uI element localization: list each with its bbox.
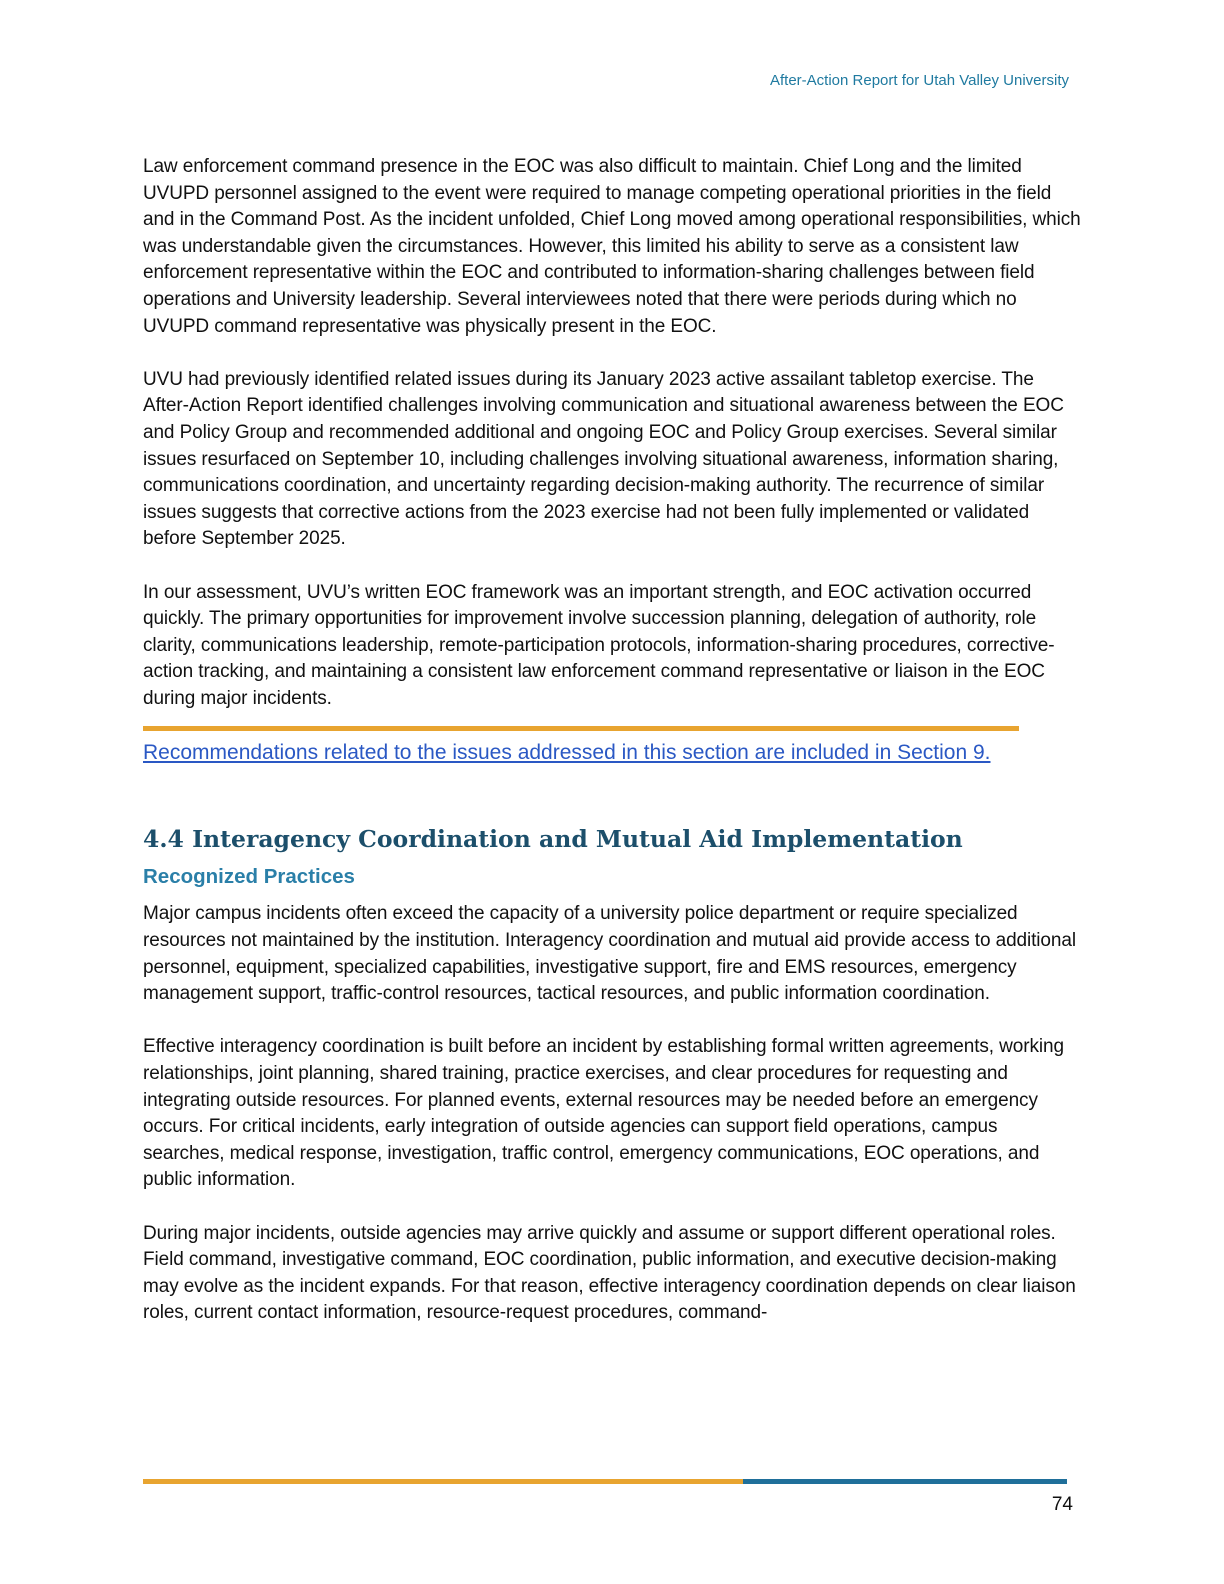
footer-divider [143,1479,1067,1484]
body-paragraph: During major incidents, outside agencies may arrive quickly and assume or support different operational roles. Field command, investigative command, EOC coordination, public information, and executive decision-making may evolve as the incident expands. For that reason, effective interagency coordination depends on clear liaison roles, current contact information, resource-request procedures, command- [143,1222,1076,1324]
body-paragraph: Major campus incidents often exceed the capacity of a university police department or require specialized resources not maintained by the institution. Interagency coordination and mutual aid provide access to additional personnel, equipment, specialized capabilities, investigative support, fire and EMS resources, emergency management support, traffic-control resources, tactical resources, and public information coordination. [143,903,1076,1005]
section-9-recommendations-link[interactable]: Recommendations related to the issues addressed in this section are included in Section 9. [143,741,991,765]
section-heading: 4.4 Interagency Coordination and Mutual Aid Implementation [143,825,963,854]
sub-heading: Recognized Practices [143,865,355,889]
footer-divider-blue-segment [743,1479,1067,1484]
page-number: 74 [1051,1494,1073,1515]
page-body [143,154,1083,1327]
body-paragraph: UVU had previously identified related issues during its January 2023 active assailant tabletop exercise. The After-Action Report identified challenges involving communication and situational awareness between the EOC and Policy Group and recommended additional and ongoing EOC and Policy Group exercises. Several similar issues resurfaced on September 10, including challenges involving situational awareness, information sharing, communications coordination, and uncertainty regarding decision-making authority. The recurrence of similar issues suggests that corrective actions from the 2023 exercise had not been fully implemented or validated before September 2025. [143,368,1064,550]
callout-divider [143,726,1019,731]
running-header: After-Action Report for Utah Valley University [770,72,1069,89]
footer-divider-gold-segment [143,1479,743,1484]
body-paragraph: Effective interagency coordination is built before an incident by establishing formal written agreements, working relationships, joint planning, shared training, practice exercises, and clear procedures for requesting and integrating outside resources. For planned events, external resources may be needed before an emergency occurs. For critical incidents, early integration of outside agencies can support field operations, campus searches, medical response, investigation, traffic control, emergency communications, EOC operations, and public information. [143,1036,1064,1191]
body-paragraph: In our assessment, UVU’s written EOC framework was an important strength, and EOC activation occurred quickly. The primary opportunities for improvement involve succession planning, delegation of authority, role clarity, communications leadership, remote-participation protocols, information-sharing procedures, corrective-action tracking, and maintaining a consistent law enforcement command representative or liaison in the EOC during major incidents. [143,581,1055,709]
body-paragraph: Law enforcement command presence in the EOC was also difficult to maintain. Chief Long and the limited UVUPD personnel assigned to the event were required to manage competing operational priorities in the field and in the Command Post. As the incident unfolded, Chief Long moved among operational responsibilities, which was understandable given the circumstances. However, this limited his ability to serve as a consistent law enforcement representative within the EOC and contributed to information-sharing challenges between field operations and University leadership. Several interviewees noted that there were periods during which no UVUPD command representative was physically present in the EOC. [143,156,1081,337]
